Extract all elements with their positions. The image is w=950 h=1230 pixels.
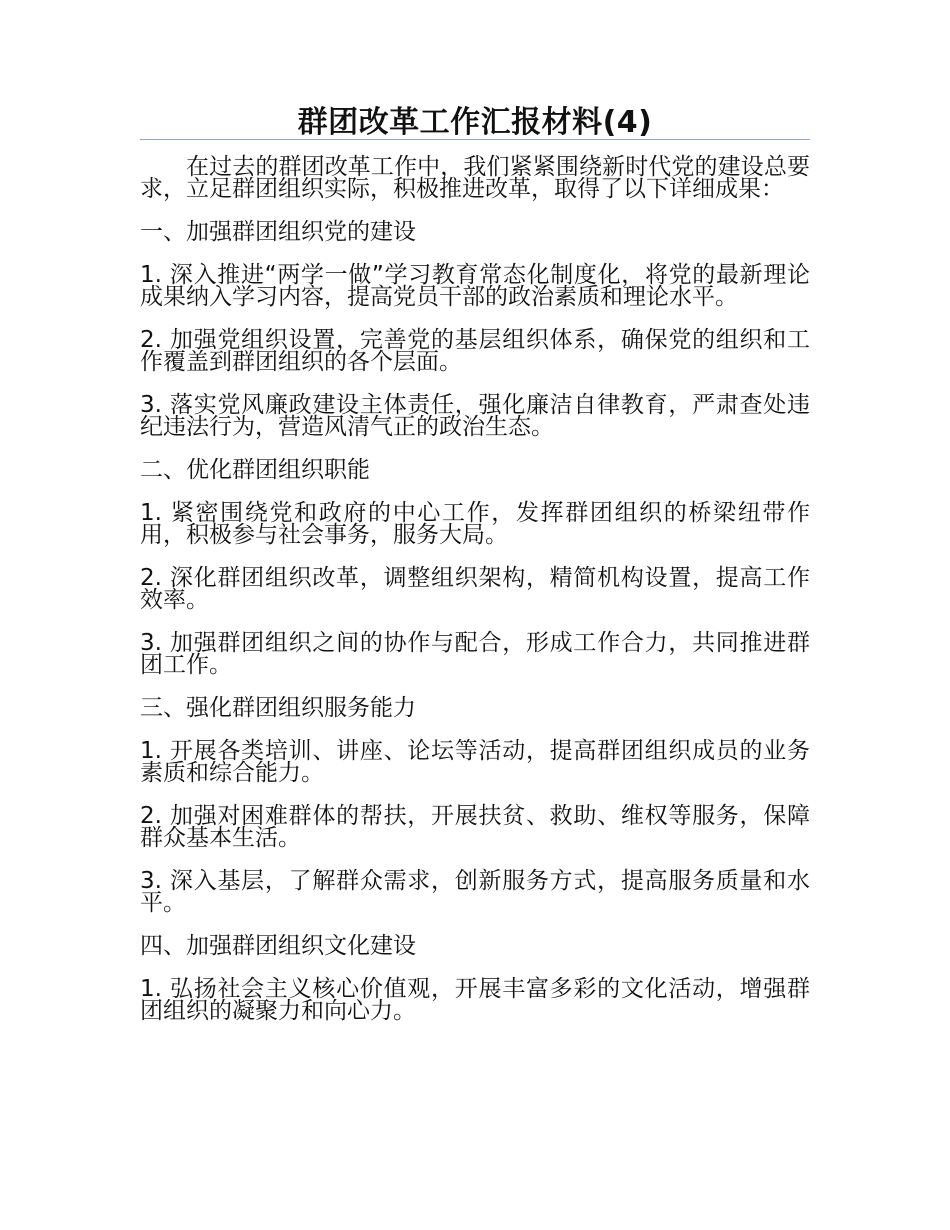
section-2-item-3: 3. 加强群团组织之间的协作与配合，形成工作合力，共同推进群团工作。 <box>140 630 810 678</box>
title-underline <box>140 139 810 140</box>
section-3-item-3: 3. 深入基层，了解群众需求，创新服务方式，提高服务质量和水平。 <box>140 868 810 916</box>
section-heading-1: 一、加强群团组织党的建设 <box>140 219 416 245</box>
section-heading-3: 三、强化群团组织服务能力 <box>140 695 416 721</box>
section-4-item-1: 1. 弘扬社会主义核心价值观，开展丰富多彩的文化活动，增强群团组织的凝聚力和向心力。 <box>140 976 810 1024</box>
section-2-item-1: 1. 紧密围绕党和政府的中心工作，发挥群团组织的桥梁纽带作用，积极参与社会事务，服务大局。 <box>140 500 810 548</box>
intro-paragraph: 在过去的群团改革工作中，我们紧紧围绕新时代党的建设总要求，立足群团组织实际，积极推进改革，取得了以下详细成果： <box>140 154 810 202</box>
section-heading-4: 四、加强群团组织文化建设 <box>140 933 416 959</box>
document-body <box>140 156 810 1043</box>
section-3-item-1: 1. 开展各类培训、讲座、论坛等活动，提高群团组织成员的业务素质和综合能力。 <box>140 738 810 786</box>
section-heading-2: 二、优化群团组织职能 <box>140 457 370 483</box>
section-2-item-2: 2. 深化群团组织改革，调整组织架构，精简机构设置，提高工作效率。 <box>140 565 810 613</box>
document-title: 群团改革工作汇报材料(4) <box>297 105 653 140</box>
section-3-item-2: 2. 加强对困难群体的帮扶，开展扶贫、救助、维权等服务，保障群众基本生活。 <box>140 803 810 851</box>
section-1-item-2: 2. 加强党组织设置，完善党的基层组织体系，确保党的组织和工作覆盖到群团组织的各个层面。 <box>140 327 810 375</box>
section-1-item-1: 1. 深入推进“两学一做”学习教育常态化制度化，将党的最新理论成果纳入学习内容，提高党员干部的政治素质和理论水平。 <box>140 262 810 310</box>
section-1-item-3: 3. 落实党风廉政建设主体责任，强化廉洁自律教育，严肃查处违纪违法行为，营造风清气正的政治生态。 <box>140 392 810 440</box>
